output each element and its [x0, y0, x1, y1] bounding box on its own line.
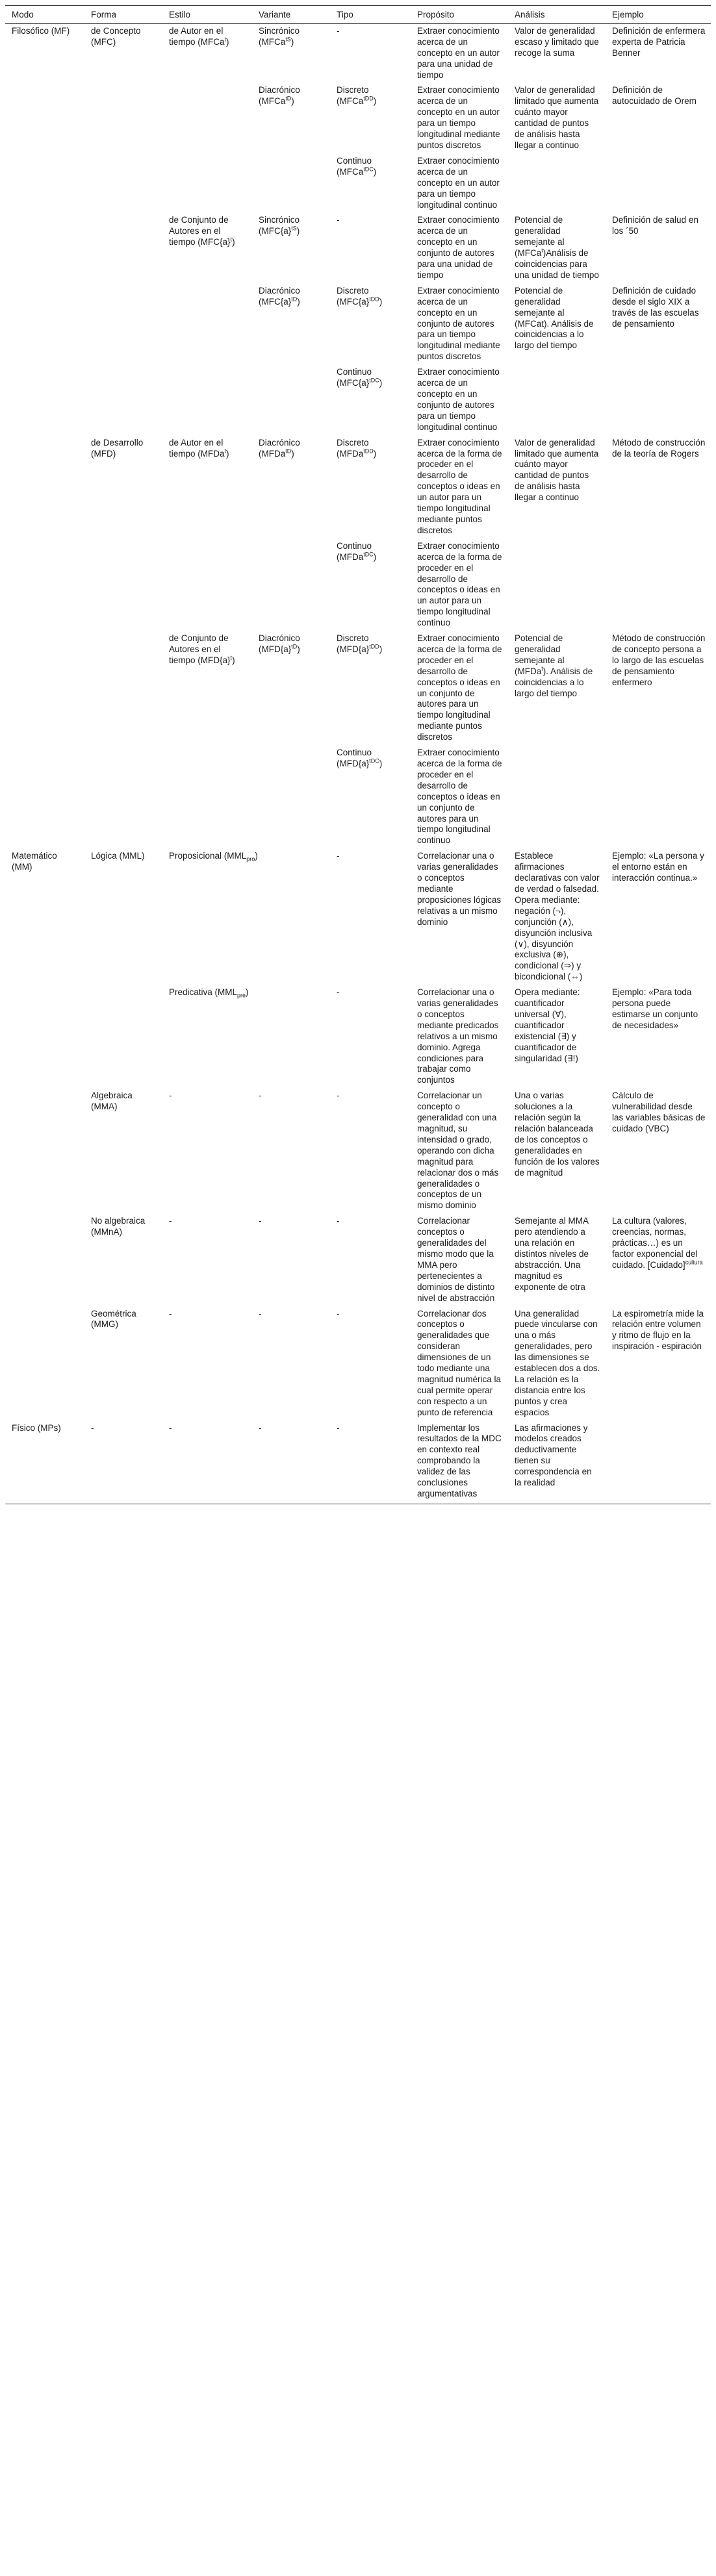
cell-estilo: de Conjunto de Autores en el tiempo $(MFC\{a\}^t)$	[169, 215, 235, 247]
cell-proposito: Extraer conocimiento acerca de un concepto en un autor para una unidad de tiempo	[417, 25, 500, 80]
cell-analisis: Una generalidad puede vincularse con una o más generalidades, pero las dimensiones se establecen dos a dos. La relación es la distancia entre los puntos y crea espacios	[515, 1308, 600, 1417]
cell-proposito: Extraer conocimiento acerca de un concepto en un conjunto de autores para un tiempo longitudinal continuo	[417, 367, 500, 432]
cell-variante: Sincrónico (MFCa$^{tS}$)	[259, 25, 300, 47]
cell-analisis: Valor de generalidad escaso y limitado que recoge la suma	[515, 25, 599, 58]
cell-tipo: Continuo (MFCa$^{tDC}$)	[337, 155, 377, 177]
cell-ejemplo: Cálculo de vulnerabilidad desde las variables básicas de cuidado (VBC)	[612, 1091, 706, 1133]
header-proposito: Propósito	[411, 6, 508, 24]
cell-variante: -	[252, 1421, 330, 1504]
table-row	[5, 1421, 711, 1504]
cell-estilo: -	[169, 1308, 172, 1319]
cell-tipo: Continuo $(MFC\{a\}^{tDC})$	[337, 367, 383, 388]
cell-tipo: -	[330, 1421, 411, 1504]
table-row	[5, 1307, 711, 1421]
cell-proposito: Extraer conocimiento acerca de la forma de proceder en el desarrollo de conceptos o ideas en un conjunto de autores para un tiempo longitudinal continuo	[417, 748, 502, 846]
cell-estilo: de Autor en el tiempo (MFCa$^t$)	[169, 25, 229, 47]
table-row	[5, 849, 711, 985]
cell-tipo: -	[337, 1308, 340, 1319]
cell-variante: -	[259, 1216, 262, 1226]
cell-tipo: -	[337, 851, 340, 861]
header-row	[5, 6, 711, 24]
header-tipo: Tipo	[330, 6, 411, 24]
cell-proposito: Extraer conocimiento acerca de la forma de proceder en el desarrollo de conceptos o ideas en un conjunto de autores para un tiempo longitudinal mediante puntos discretos	[417, 633, 502, 742]
cell-tipo: Discreto (MFCa$^{tDD}$)	[337, 85, 377, 107]
cell-proposito: Implementar los resultados de la MDC en contexto real comprobando la validez de las conclusiones argumentativas	[411, 1421, 508, 1504]
cell-analisis: Semejante al MMA pero atendiendo a una relación en distintos niveles de abstracción. Una magnitud es exponente de otra	[515, 1216, 589, 1292]
cell-variante: Diacrónico (MFCa$^{tD}$)	[259, 85, 300, 107]
table-row	[5, 1214, 711, 1306]
cell-ejemplo: Definición de cuidado desde el siglo XIX a través de las escuelas de pensamiento	[612, 285, 699, 329]
header-estilo: Estilo	[162, 6, 252, 24]
classification-table	[5, 5, 711, 1504]
cell-tipo: Continuo $(MFD\{a\}^{tDC})$	[337, 748, 383, 768]
cell-variante: -	[259, 1091, 262, 1101]
cell-estilo: de Conjunto de Autores en el tiempo $(MFD\{a\}^t)$	[169, 633, 235, 665]
cell-ejemplo	[606, 1421, 711, 1504]
cell-ejemplo: Definición de enfermera experta de Patricia Benner	[612, 25, 706, 58]
table-row	[5, 23, 711, 83]
cell-modo: Matemático (MM)	[12, 851, 57, 872]
cell-ejemplo: Método de construcción de concepto persona a lo largo de las escuelas de pensamiento enfermero	[612, 633, 706, 687]
cell-estilo: Proposicional $(MML_{pro})$	[169, 851, 258, 863]
cell-forma: No algebraica (MMnA)	[91, 1216, 146, 1237]
cell-analisis: Potencial de generalidad semejante al (MFDa$^t$). Análisis de coincidencias a lo largo del tiempo	[515, 633, 593, 698]
cell-variante: -	[259, 1308, 262, 1319]
header-ejemplo: Ejemplo	[606, 6, 711, 24]
cell-variante: Diacrónico $(MFC\{a\}^{tD})$	[259, 285, 300, 307]
cell-proposito: Extraer conocimiento acerca de la forma de proceder en el desarrollo de conceptos o ideas en un autor para un tiempo longitudinal continuo	[417, 540, 502, 628]
cell-tipo: -	[337, 1091, 340, 1101]
cell-proposito: Correlacionar conceptos o generalidades del mismo modo que la MMA pero pertenecientes a dominios de distinto nivel de abstracción	[417, 1216, 495, 1303]
cell-analisis: Valor de generalidad limitado que aumenta cuánto mayor cantidad de puntos de análisis hasta llegar a continuo	[515, 437, 599, 503]
header-modo: Modo	[5, 6, 84, 24]
cell-proposito: Extraer conocimiento acerca de un concepto en un conjunto de autores para una unidad de tiempo	[417, 215, 500, 280]
header-forma: Forma	[84, 6, 162, 24]
cell-ejemplo: La espirometría mide la relación entre volumen y ritmo de flujo en la inspiración - espiración	[612, 1308, 704, 1352]
cell-tipo: -	[337, 215, 340, 225]
cell-estilo: de Autor en el tiempo (MFDa$^t$)	[169, 437, 229, 459]
cell-variante: Sincrónico $(MFC\{a\}^{tS})$	[259, 215, 300, 236]
cell-forma: de Concepto (MFC)	[91, 25, 141, 47]
cell-estilo: -	[169, 1091, 172, 1101]
header-analisis: Análisis	[508, 6, 606, 24]
cell-analisis: Valor de generalidad limitado que aumenta cuánto mayor cantidad de puntos de análisis hasta llegar a continuo	[515, 85, 599, 150]
cell-analisis: Una o varias soluciones a la relación según la relación balanceada de los conceptos o generalidades en función de los valores de magnitud	[515, 1091, 600, 1178]
cell-ejemplo: Ejemplo: «La persona y el entorno están en interacción continua.»	[612, 851, 704, 883]
cell-proposito: Extraer conocimiento acerca de la forma de proceder en el desarrollo de conceptos o ideas en un autor para un tiempo longitudinal mediante puntos discretos	[417, 437, 502, 535]
cell-ejemplo: Método de construcción de la teoría de Rogers	[612, 437, 706, 459]
cell-ejemplo: Ejemplo: «Para toda persona puede estimarse un conjunto de necesidades»	[612, 987, 698, 1030]
cell-tipo: -	[337, 987, 340, 998]
cell-proposito: Extraer conocimiento acerca de un concepto en un autor para un tiempo longitudinal continuo	[417, 155, 500, 210]
cell-forma: Lógica (MML)	[91, 851, 145, 861]
cell-forma: Algebraica (MMA)	[91, 1091, 133, 1112]
cell-estilo: -	[169, 1216, 172, 1226]
cell-modo: Físico (MPs)	[5, 1421, 84, 1504]
cell-tipo: -	[337, 1216, 340, 1226]
cell-forma: -	[84, 1421, 162, 1504]
cell-proposito: Correlacionar una o varias generalidades o conceptos mediante proposiciones lógicas relativas a un mismo dominio	[417, 851, 502, 927]
cell-forma: de Desarrollo (MFD)	[91, 437, 144, 459]
cell-proposito: Correlacionar un concepto o generalidad con una magnitud, su intensidad o grado, operando con dicha magnitud para relacionar dos o más generalidades o conceptos de un mismo dominio	[417, 1091, 499, 1211]
cell-proposito: Correlacionar una o varias generalidades o conceptos mediante predicados relativos a un mismo dominio. Agrega condiciones para trabajar como conjuntos	[417, 987, 499, 1085]
cell-estilo: -	[162, 1421, 252, 1504]
cell-analisis: Establece afirmaciones declarativas con valor de verdad o falsedad. Opera mediante: negación (¬), conjunción (∧), disyunción inclusiva (∨), disyunción exclusiva (⊕), condicional (⇒) y bicondicional (⇔)	[515, 851, 600, 982]
cell-analisis: Opera mediante: cuantificador universal (∀), cuantificador existencial (∃) y cuantificador de singularidad (∃!)	[515, 987, 580, 1063]
header-variante: Variante	[252, 6, 330, 24]
cell-variante: Diacrónico $(MFD\{a\}^{tD})$	[259, 633, 300, 654]
cell-tipo: Continuo (MFDa$^{tDC}$)	[337, 540, 377, 562]
cell-variante: Diacrónico (MFDa$^{tD}$)	[259, 437, 300, 459]
cell-tipo: Discreto $(MFD\{a\}^{tDD})$	[337, 633, 383, 654]
cell-analisis: Potencial de generalidad semejante al (MFCa$^t$)Análisis de coincidencias para una unidad de tiempo	[515, 215, 599, 280]
cell-forma: Geométrica (MMG)	[91, 1308, 136, 1330]
cell-modo: Filosófico (MF)	[12, 25, 70, 36]
cell-proposito: Extraer conocimiento acerca de un concepto en un conjunto de autores para un tiempo longitudinal mediante puntos discretos	[417, 285, 500, 362]
cell-analisis: Las afirmaciones y modelos creados deductivamente tienen su correspondencia en la realidad	[508, 1421, 606, 1504]
cell-proposito: Extraer conocimiento acerca de un concepto en un autor para un tiempo longitudinal mediante puntos discretos	[417, 85, 500, 150]
cell-tipo: Discreto $(MFC\{a\}^{tDD})$	[337, 285, 383, 307]
table-row	[5, 1089, 711, 1214]
cell-analisis: Potencial de generalidad semejante al (MFCat). Análisis de coincidencias a lo largo del tiempo	[515, 285, 594, 351]
cell-tipo: Discreto (MFDa$^{tDD}$)	[337, 437, 377, 459]
cell-ejemplo: Definición de salud en los ´50	[612, 215, 698, 236]
cell-ejemplo: La cultura (valores, creencias, normas, prácticas…) es un factor exponencial del cuidado. [Cuidado]$^{cultura}$	[612, 1216, 703, 1270]
table-row	[5, 436, 711, 539]
cell-proposito: Correlacionar dos conceptos o generalidades que consideran dimensiones de un todo mediante una magnitud numérica la cual permite operar con respecto a un punto de referencia	[417, 1308, 502, 1417]
cell-ejemplo: Definición de autocuidado de Orem	[612, 85, 697, 107]
cell-tipo: -	[337, 25, 340, 36]
cell-estilo: Predicativa $(MML_{pre})$	[169, 987, 249, 999]
